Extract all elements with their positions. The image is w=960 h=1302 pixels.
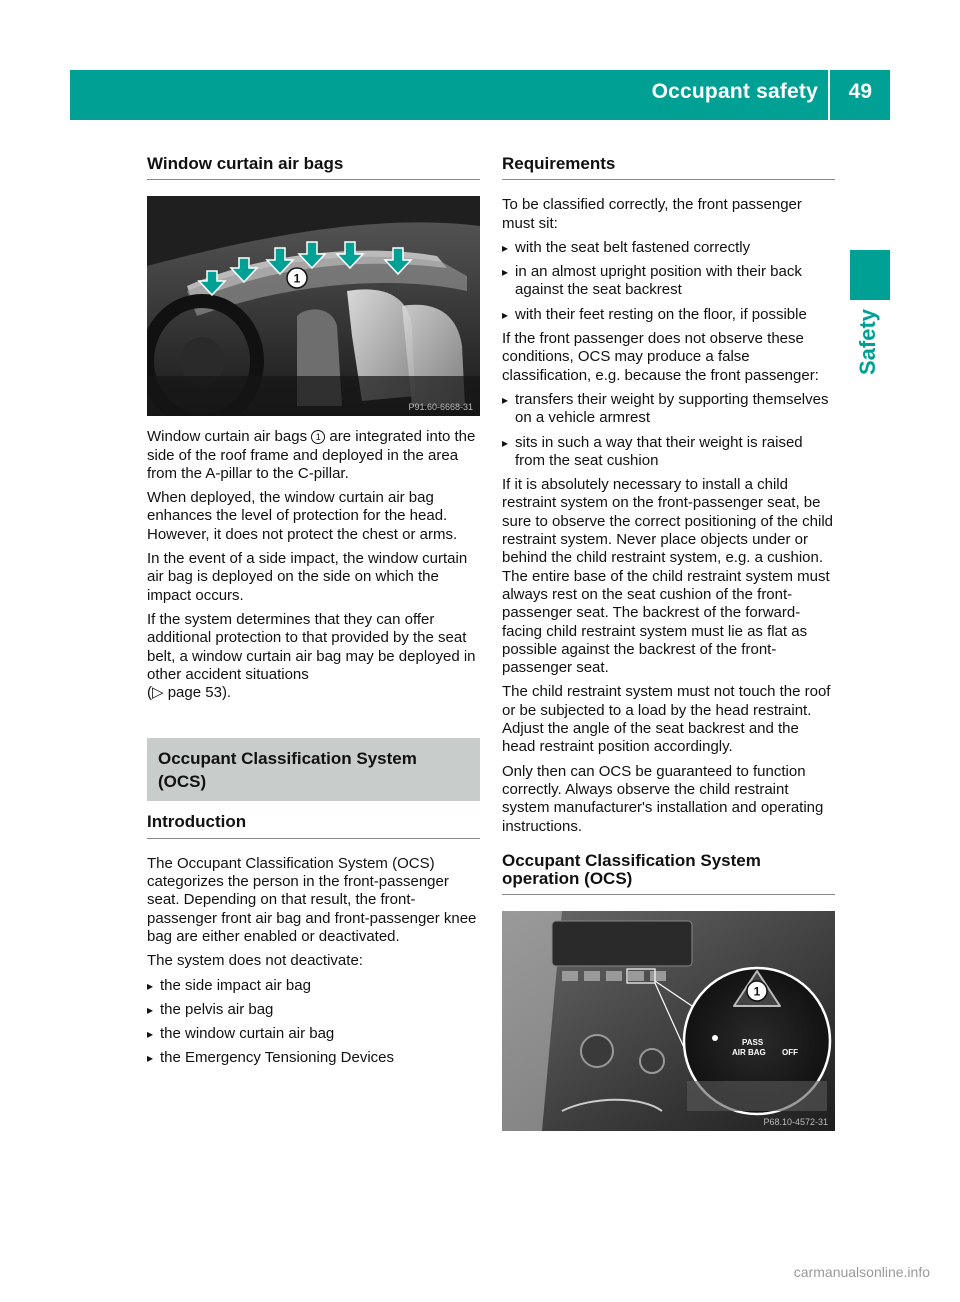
callout-1-label: 1 (753, 984, 761, 999)
window-airbag-figure (147, 196, 480, 416)
ocs-operation-heading: Occupant Classification System operation (OCS) (502, 852, 835, 896)
seating-requirements-list (502, 239, 835, 324)
ocs-description-paragraph: The Occupant Classification System (OCS) categorizes the person in the front-passenger seat. Depending on that result, the front-passenger front air bag and front-passenger knee bag are either enabled or deactivated. (147, 854, 477, 945)
ocs-section-box: Occupant Classification System (OCS) (147, 738, 480, 801)
window-airbags-heading: Window curtain air bags (147, 155, 480, 180)
left-column (147, 155, 480, 1074)
pass-label: PASS (742, 1038, 764, 1048)
side-tab-label: Safety (855, 308, 881, 376)
page-ref-icon: ▷ (152, 684, 164, 702)
list-item: ▸ with the seat belt fastened correctly (502, 239, 835, 257)
list-item: ▸ the pelvis air bag (147, 1001, 480, 1019)
callout-icon: 1 (311, 430, 325, 444)
requirements-intro: To be classified correctly, the front passenger must sit: (502, 196, 802, 232)
side-tab-block (850, 250, 890, 300)
watermark: carmanualsonline.info (793, 1264, 930, 1280)
list-item: ▸ the window curtain air bag (147, 1025, 480, 1043)
list-item: ▸ the side impact air bag (147, 977, 480, 995)
not-deactivate-paragraph: The system does not deactivate: (147, 952, 363, 970)
requirements-heading: Requirements (502, 155, 835, 180)
list-item: ▸ transfers their weight by supporting themselves on a vehicle armrest (502, 391, 835, 428)
airbag-label: AIR BAG (732, 1048, 766, 1058)
deployment-paragraph: When deployed, the window curtain air bag enhances the level of protection for the head. However, it does not protect the chest or arms. (147, 489, 458, 543)
list-item: ▸ in an almost upright position with their back against the seat backrest (502, 263, 835, 300)
ocs-indicator-illustration (502, 911, 835, 1131)
false-classification-paragraph: If the front passenger does not observe these conditions, OCS may produce a false classification, e.g. because the front passenger: (502, 330, 819, 384)
child-restraint-paragraph: If it is absolutely necessary to install a child restraint system on the front-passenger seat, be sure to observe the correct positioning of the child restraint system. Never place objects under or behind the child restraint system, e.g. a cushion. The entire base of the child restraint system must always rest on the seat cushion of the front-passenger seat. The backrest of the forward-facing child restraint system must lie as flat as possible against the backrest of the front-passenger seat. (502, 476, 834, 677)
introduction-heading: Introduction (147, 813, 480, 838)
list-item: ▸ with their feet resting on the floor, if possible (502, 306, 835, 324)
head-restraint-paragraph: The child restraint system must not touch the roof or be subjected to a load by the head restraint. Adjust the angle of the seat backrest and the head restraint position accordingly. (502, 683, 831, 756)
side-impact-paragraph: In the event of a side impact, the window curtain air bag is deployed on the side on which the impact occurs. (147, 550, 468, 604)
not-deactivated-list (147, 977, 480, 1068)
window-airbag-illustration (147, 196, 480, 416)
figure-code: P91.60-6668-31 (408, 402, 473, 413)
list-item: ▸ sits in such a way that their weight is raised from the seat cushion (502, 434, 835, 471)
additional-protection-paragraph: If the system determines that they can offer additional protection to that provided by the seat belt, a window curtain air bag may be deployed in other accident situations (▷ page 53). (147, 610, 476, 702)
page-header (70, 70, 890, 120)
intro-paragraph: Window curtain air bags 1 are integrated into the side of the roof frame and deployed in the area from the A-pillar to the C-pillar. (147, 428, 476, 482)
manufacturer-instructions-paragraph: Only then can OCS be guaranteed to function correctly. Always observe the child restraint system manufacturer's installation and operating instructions. (502, 762, 824, 835)
right-column (502, 155, 835, 1131)
callout-1-label: 1 (293, 271, 301, 286)
false-classification-list (502, 391, 835, 470)
page-number: 49 (848, 80, 872, 103)
ocs-indicator-figure (502, 911, 835, 1131)
page-ref-link[interactable]: page 53). (167, 684, 232, 702)
section-title: Occupant safety (651, 80, 818, 103)
header-divider (828, 70, 830, 120)
off-label: OFF (782, 1048, 798, 1058)
figure-code: P68.10-4572-31 (763, 1117, 828, 1128)
list-item: ▸ the Emergency Tensioning Devices (147, 1049, 480, 1067)
